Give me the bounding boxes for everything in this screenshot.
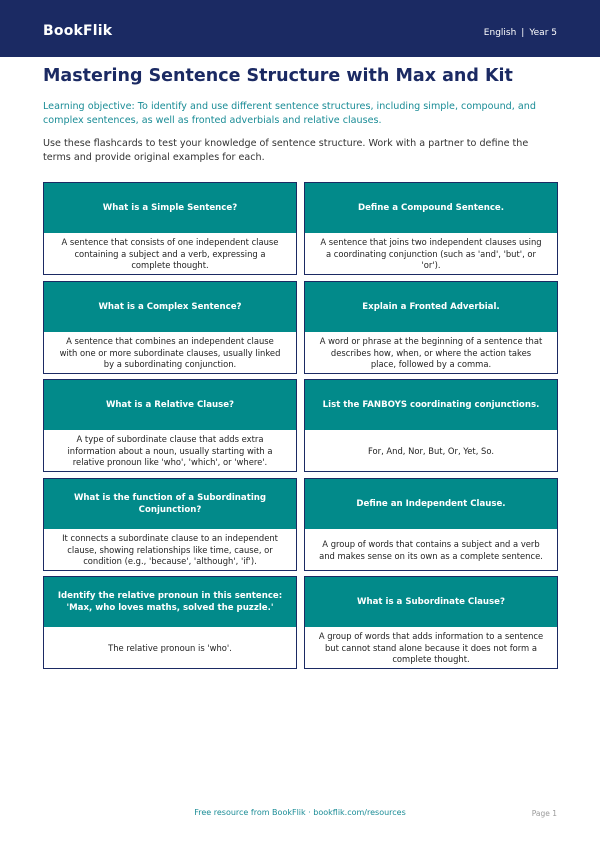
learning-objective: Learning objective: To identify and use different sentence structures, including simple, compound, and complex sentences, as well as fronted adverbials and relative clauses. [43, 101, 536, 126]
flashcard[interactable] [304, 281, 558, 374]
flashcard-answer: A word or phrase at the beginning of a sentence that describes how, when, or where the action takes place, followed by a comma. [319, 336, 543, 370]
flashcard-question: What is a Complex Sentence? [44, 282, 296, 332]
flashcard-question: What is a Relative Clause? [44, 380, 296, 430]
flashcard-question: What is the function of a Subordinating Conjunction? [44, 479, 296, 529]
flashcard[interactable] [43, 576, 297, 669]
flashcard-question: Define an Independent Clause. [305, 479, 557, 529]
flashcard-question: Define a Compound Sentence. [305, 183, 557, 233]
flashcard-question: List the FANBOYS coordinating conjunctions. [305, 380, 557, 430]
flashcard[interactable] [43, 182, 297, 275]
flashcard[interactable] [304, 379, 558, 472]
flashcard[interactable] [304, 478, 558, 571]
flashcard[interactable] [43, 379, 297, 472]
flashcard-answer: A group of words that contains a subject and a verb and makes sense on its own as a complete sentence. [319, 539, 543, 561]
flashcard-answer: A sentence that combines an independent clause with one or more subordinate clauses, usually linked by a subordinating conjunction. [59, 336, 281, 370]
flashcard-question: What is a Simple Sentence? [44, 183, 296, 233]
flashcard-answer: A sentence that consists of one independent clause containing a subject and a verb, expressing a complete thought. [61, 237, 279, 271]
flashcard[interactable] [304, 182, 558, 275]
flashcard-answer: A type of subordinate clause that adds extra information about a noun, usually starting with a relative pronoun like 'who', 'which', or 'where'. [67, 434, 273, 468]
flashcard-question: Explain a Fronted Adverbial. [305, 282, 557, 332]
flashcard-answer: It connects a subordinate clause to an independent clause, showing relationships like time, cause, or condition (e.g., 'because', 'although', 'if'). [62, 533, 278, 567]
meta-separator: | [521, 28, 525, 38]
header-bar [0, 0, 600, 57]
flashcard-answer: A sentence that joins two independent clauses using a coordinating conjunction (such as 'and', 'but', or 'or'). [320, 237, 542, 271]
flashcard-answer: For, And, Nor, But, Or, Yet, So. [368, 445, 494, 456]
intro-text: Use these flashcards to test your knowledge of sentence structure. Work with a partner to define the terms and provide original examples for each. [43, 138, 529, 163]
subject-label: English [483, 28, 517, 38]
flashcard[interactable] [43, 478, 297, 571]
year-label: Year 5 [529, 28, 557, 38]
flashcard-question: Identify the relative pronoun in this sentence: 'Max, who loves maths, solved the puzzle.' [44, 577, 296, 627]
page-title: Mastering Sentence Structure with Max and Kit [43, 66, 513, 86]
flashcard[interactable] [43, 281, 297, 374]
flashcard-answer: The relative pronoun is 'who'. [108, 642, 232, 653]
flashcard[interactable] [304, 576, 558, 669]
flashcard-question: What is a Subordinate Clause? [305, 577, 557, 627]
flashcard-answer: A group of words that adds information to a sentence but cannot stand alone because it does not form a complete thought. [318, 631, 544, 665]
page-number: Page 1 [531, 809, 557, 818]
brand-logo[interactable]: BookFlik [43, 23, 113, 39]
header-meta [484, 28, 557, 38]
footer-credit[interactable]: Free resource from BookFlik · bookflik.com/resources [194, 808, 406, 817]
